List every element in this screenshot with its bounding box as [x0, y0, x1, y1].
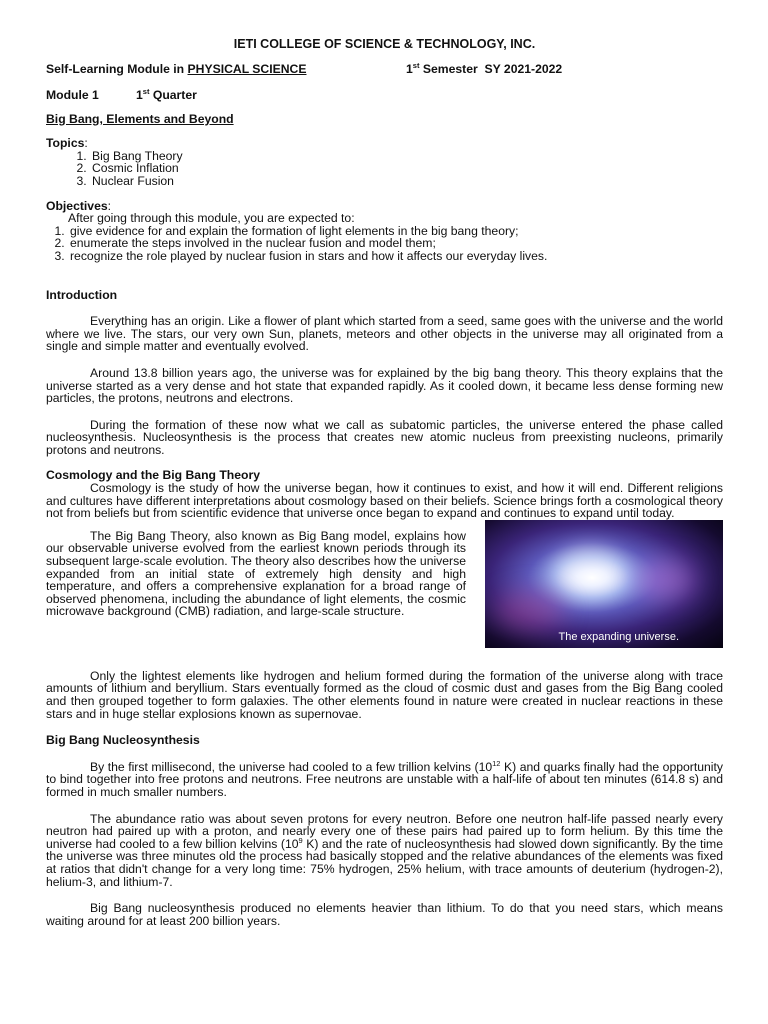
- topic-item: 3. Nuclear Fusion: [90, 175, 723, 188]
- module-number: Module 1: [46, 87, 99, 102]
- document-page: [46, 38, 723, 927]
- subject-name: PHYSICAL SCIENCE: [187, 61, 307, 76]
- bigbang-block: [46, 530, 723, 658]
- expanding-universe-image: [485, 520, 723, 648]
- objective-item: 1. give evidence for and explain the formation of light elements in the big bang theory;: [68, 225, 723, 238]
- introduction-heading: Introduction: [46, 287, 118, 302]
- cosmology-paragraph-3: Only the lightest elements like hydrogen and helium formed during the formation of the universe along with trace amounts of lithium and beryllium. Stars eventually formed as the cloud of cosmic dust and gases from the Big Bang cooled and then grouped together to form galaxies. The other elements found in nature were created in nuclear reactions in these stars and in huge stellar explosions known as supernovae.: [46, 668, 723, 721]
- image-caption: The expanding universe.: [558, 631, 679, 644]
- topics-heading: Topics: [46, 136, 85, 151]
- nucleosynthesis-paragraph-3: Big Bang nucleosynthesis produced no elements heavier than lithium. To do that you need stars, which means waiting around for at least 200 billion years.: [46, 901, 723, 928]
- cosmology-paragraph-2: The Big Bang Theory, also known as Big Bang model, explains how our observable universe evolved from the earliest known periods through its subsequent large-scale evolution. The theory also describes how the universe expanded from an initial state of extremely high density and high temperature, and offers a comprehensive explanation for a broad range of observed phenomena, including the abundance of light elements, the cosmic microwave background (CMB) radiation, and large-scale structure.: [46, 528, 466, 619]
- semester-label: 1st Semester SY 2021-2022: [406, 60, 563, 76]
- topic-item: 1. Big Bang Theory: [90, 150, 723, 163]
- topic-item: 2. Cosmic Inflation: [90, 162, 723, 175]
- quarter-label: 1st Quarter: [136, 86, 197, 102]
- nucleosynthesis-heading: Big Bang Nucleosynthesis: [46, 733, 200, 748]
- topics-list: [46, 150, 723, 188]
- nucleosynthesis-paragraph-1: By the first millisecond, the universe had cooled to a few trillion kelvins ($10^{12}$ K) and quarks finally had the opportunity to bind together into free protons and neutrons. Free neutrons are unstable with a half-life of about ten minutes (614.8 s) and formed in much smaller numbers.: [46, 758, 723, 799]
- objective-item: 3. recognize the role played by nuclear fusion in stars and how it affects our everyday lives.: [68, 250, 723, 263]
- topics-section: Topics: 1. Big Bang Theory 2. Cosmic Inflation 3. Nuclear Fusion: [46, 137, 723, 187]
- module-prefix: Self-Learning Module in: [46, 61, 188, 76]
- intro-paragraph-3: During the formation of these now what we call as subatomic particles, the universe entered the phase called nucleosynthesis. Nucleosynthesis is the process that creates new atomic nucleus from preexisting nucleons, primarily protons and neutrons.: [46, 417, 723, 457]
- objectives-lead: After going through this module, you are expected to:: [68, 211, 355, 226]
- objective-item: 2. enumerate the steps involved in the nuclear fusion and model them;: [68, 237, 723, 250]
- module-line: [46, 60, 723, 77]
- intro-paragraph-2: Around 13.8 billion years ago, the universe was for explained by the big bang theory. This theory explains that the universe started as a very dense and hot state that expanded rapidly. As it cooled down, it became less dense forming new particles, the protons, neutrons and electrons.: [46, 365, 723, 406]
- institution-title: IETI COLLEGE OF SCIENCE & TECHNOLOGY, INC.: [233, 37, 536, 51]
- intro-paragraph-1: Everything has an origin. Like a flower of plant which started from a seed, same goes with the universe and the world where we live. The stars, our very own Sun, planets, meteors and other objects in the universe may all originated from a single and simple matter and eventually evolved.: [46, 314, 723, 354]
- nucleosynthesis-paragraph-2: The abundance ratio was about seven protons for every neutron. Before one neutron half-life passed nearly every neutron had paired up with a proton, and nearly every one of these pairs had paired up to form helium. By this time the universe had cooled to a few billion kelvins ($10^9$ K) and the rate of nucleosynthesis had slowed down significantly. By the time the universe was three minutes old the process had basically stopped and the relative abundances of the elements was fixed at ratios that didn't change for a very long time: 75% hydrogen, 25% helium, with trace amounts of deuterium (hydrogen-2), helium-3, and lithium-7.: [46, 811, 723, 889]
- objectives-section: Objectives: After going through this module, you are expected to: 1. give evidence for and explain the formation of light elements in the big bang theory; 2. enumerate the steps involved in the nuclear fusion and model them; 3. recognize the role played by nuclear fusion in stars and how it affects our everyday lives.: [46, 200, 723, 263]
- cosmology-heading: Cosmology and the Big Bang Theory: [46, 468, 260, 483]
- module-quarter-line: [46, 86, 723, 103]
- cosmology-paragraph-1: Cosmology is the study of how the universe began, how it continues to exist, and how it will end. Different religions and cultures have different interpretations about cosmology based on their beliefs. Science brings forth a cosmological theory not from beliefs but from scientific evidence that universe once began to expand and continues to expand until today.: [46, 481, 723, 521]
- lesson-title: Big Bang, Elements and Beyond: [46, 111, 234, 126]
- objectives-list: [46, 225, 723, 263]
- objectives-heading: Objectives: [46, 198, 108, 213]
